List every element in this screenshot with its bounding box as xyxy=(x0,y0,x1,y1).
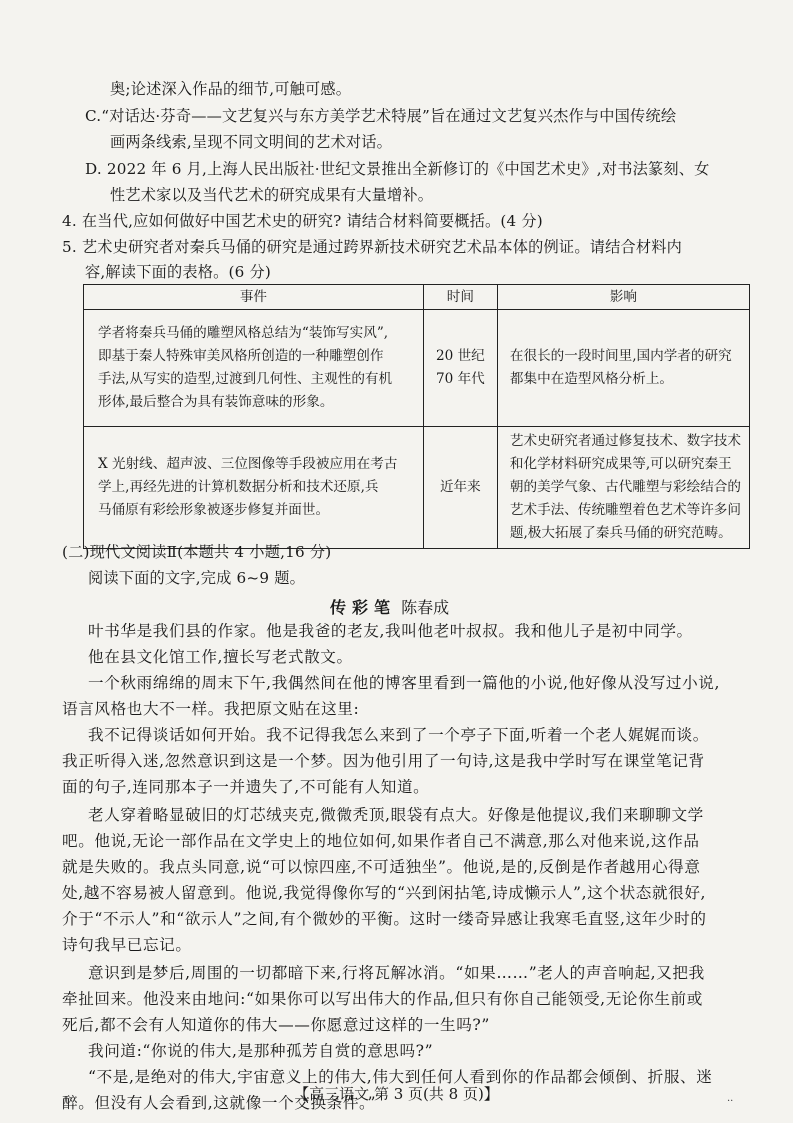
cell-text: 艺术手法、传统雕塑着色艺术等许多问 xyxy=(509,502,741,518)
cell-text: 和化学材料研究成果等,可以研究秦王 xyxy=(509,456,732,472)
text-line: 意识到是梦后,周围的一切都暗下来,行将瓦解冰消。“如果……”老人的声音响起,又把我 xyxy=(88,964,705,982)
text-line: 介于“不示人”和“欲示人”之间,有个微妙的平衡。这时一缕奇异感让我寒毛直竖,这年少时的 xyxy=(62,910,707,928)
cell-impact xyxy=(497,310,749,427)
cell-impact xyxy=(497,427,749,549)
story-author: 陈春成 xyxy=(401,598,450,617)
cell-text: 20 世纪 xyxy=(435,348,485,364)
header-impact: 影响 xyxy=(497,285,749,310)
text-line: C.“对话达·芬奇——文艺复兴与东方美学艺术特展”旨在通过文艺复兴杰作与中国传统绘 xyxy=(85,107,677,125)
text-line: 性艺术家以及当代艺术的研究成果有大量增补。 xyxy=(110,186,434,204)
text-line: 画两条线索,呈现不同文明间的艺术对话。 xyxy=(110,133,393,151)
cell-text: 形体,最后整合为具有装饰意味的形象。 xyxy=(98,394,334,410)
text-line: “不是,是绝对的伟大,宇宙意义上的伟大,伟大到任何人看到你的作品都会倾倒、折服、迷 xyxy=(88,1068,713,1086)
text-line: 牵扯回来。他没来由地问:“如果你可以写出伟大的作品,但只有你自己能领受,无论你生前或 xyxy=(62,990,703,1008)
cell-text: X 光射线、超声波、三位图像等手段被应用在考古 xyxy=(98,456,398,472)
cell-text: 近年来 xyxy=(439,479,481,495)
cell-text: 艺术史研究者通过修复技术、数字技术 xyxy=(509,433,741,449)
text-line: 吧。他说,无论一部作品在文学史上的地位如何,如果作者自己不满意,那么对他来说,这作品 xyxy=(62,832,700,850)
text-line: 他在县文化馆工作,擅长写老式散文。 xyxy=(88,648,353,666)
page-footer: 【高三语文 第 3 页(共 8 页)】 xyxy=(294,1085,499,1103)
cell-text: 70 年代 xyxy=(435,371,485,387)
text-line: 叶书华是我们县的作家。他是我爸的老友,我叫他老叶叔叔。我和他儿子是初中同学。 xyxy=(88,622,693,640)
text-line: 诗句我早已忘记。 xyxy=(62,936,192,954)
text-line: (二)现代文阅读Ⅱ(本题共 4 小题,16 分) xyxy=(62,543,332,561)
text-line: D. 2022 年 6 月,上海人民出版社·世纪文景推出全新修订的《中国艺术史》,对书法篆刻、女 xyxy=(85,160,710,178)
text-line: 醉。但没有人会看到,这就像一个交换条件。” xyxy=(62,1094,377,1112)
header-event: 事件 xyxy=(84,285,424,310)
cell-event xyxy=(84,310,424,427)
text-line: 阅读下面的文字,完成 6~9 题。 xyxy=(88,569,305,587)
story-title: 传彩笔 xyxy=(330,598,397,617)
text-line: 一个秋雨绵绵的周末下午,我偶然间在他的博客里看到一篇他的小说,他好像从没写过小说, xyxy=(88,674,721,692)
cell-text: 都集中在造型风格分析上。 xyxy=(509,371,674,387)
text-line: 就是失败的。我点头同意,说“可以惊四座,不可适独坐”。他说,是的,反倒是作者越用心得意 xyxy=(62,858,701,876)
cell-text: 朝的美学气象、古代雕塑与彩绘结合的 xyxy=(509,479,741,495)
text-line: 4. 在当代,应如何做好中国艺术史的研究? 请结合材料简要概括。(4 分) xyxy=(62,212,543,230)
text-line: 处,越不容易被人留意到。他说,我觉得像你写的“兴到闲拈笔,诗成懒示人”,这个状态就很好, xyxy=(62,884,707,902)
cell-text: 手法,从写实的造型,过渡到几何性、主观性的有机 xyxy=(98,371,393,387)
text-line: 面的句子,连同那本子一并遗失了,不可能有人知道。 xyxy=(62,778,430,796)
cell-time xyxy=(423,310,497,427)
text-line: 我正听得入迷,忽然意识到这是一个梦。因为他引用了一句诗,这是我中学时写在课堂笔记背 xyxy=(62,752,705,770)
text-line: 容,解读下面的表格。(6 分) xyxy=(85,263,272,281)
cell-text: 马俑原有彩绘形象被逐步修复并面世。 xyxy=(98,502,330,518)
scan-mark: ·· xyxy=(727,1096,734,1107)
text-line: 语言风格也大不一样。我把原文贴在这里: xyxy=(62,700,360,718)
header-time: 时间 xyxy=(423,285,497,310)
cell-text: 学上,再经先进的计算机数据分析和技术还原,兵 xyxy=(98,479,379,495)
text-line: 奥;论述深入作品的细节,可触可感。 xyxy=(110,80,352,98)
table-row xyxy=(84,310,750,427)
text-line: 死后,都不会有人知道你的伟大——你愿意过这样的一生吗?” xyxy=(62,1016,490,1034)
event-table xyxy=(83,284,750,549)
text-line: 5. 艺术史研究者对秦兵马俑的研究是通过跨界新技术研究艺术品本体的例证。请结合材料内 xyxy=(62,238,683,256)
cell-text: 即基于秦人特殊审美风格所创造的一种雕塑创作 xyxy=(98,348,384,364)
table-row xyxy=(84,427,750,549)
cell-text: 题,极大拓展了秦兵马俑的研究范畴。 xyxy=(509,525,732,541)
table-header-row xyxy=(84,285,750,310)
text-line: 我不记得谈话如何开始。我不记得我怎么来到了一个亭子下面,听着一个老人娓娓而谈。 xyxy=(88,726,709,744)
text-line: 老人穿着略显破旧的灯芯绒夹克,微微秃顶,眼袋有点大。好像是他提议,我们来聊聊文学 xyxy=(88,806,704,824)
text-line: 我问道:“你说的伟大,是那种孤芳自赏的意思吗?” xyxy=(88,1042,434,1060)
cell-text: 学者将秦兵马俑的雕塑风格总结为“装饰写实风”, xyxy=(98,325,389,341)
cell-text: 在很长的一段时间里,国内学者的研究 xyxy=(509,348,732,364)
cell-event xyxy=(84,427,424,549)
cell-time xyxy=(423,427,497,549)
story-title-line xyxy=(330,595,449,618)
